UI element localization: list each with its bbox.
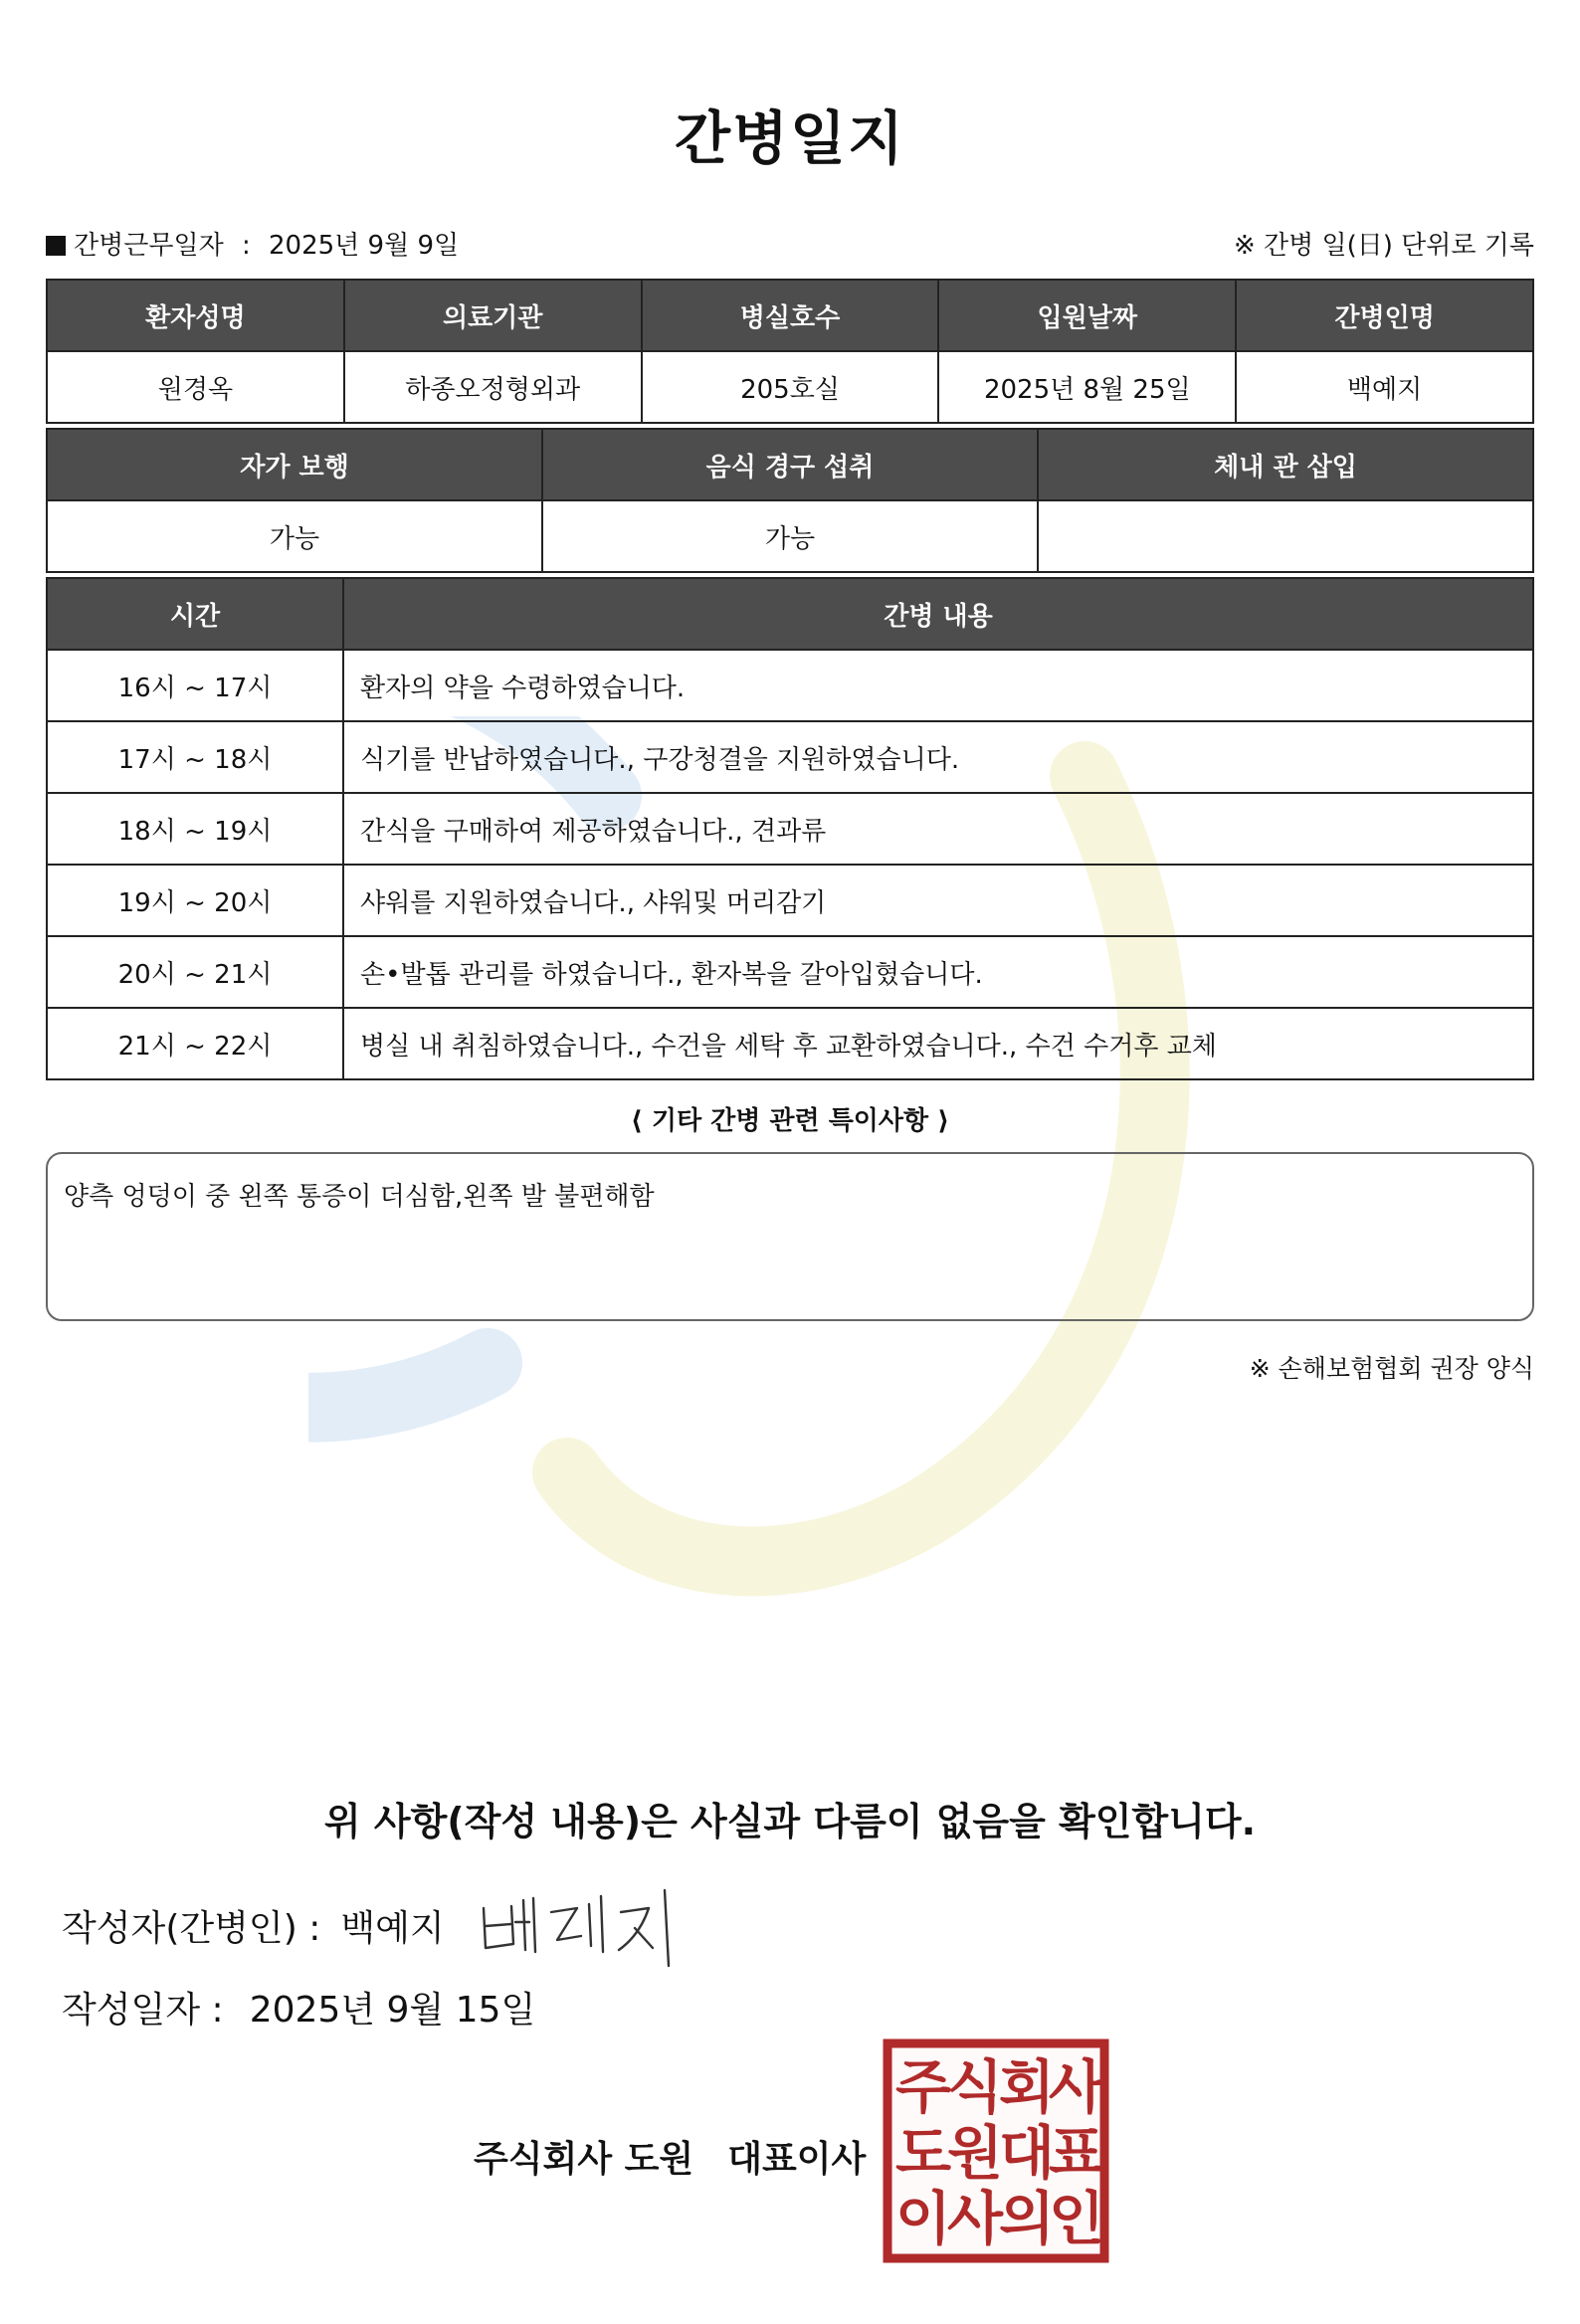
svg-text:주: 주 [894, 2053, 952, 2121]
svg-text:대: 대 [998, 2119, 1056, 2187]
work-date-label: 간병근무일자 [74, 231, 224, 261]
row-time: 17시 ~ 18시 [47, 721, 343, 793]
remarks-text: 양측 엉덩이 중 왼쪽 통증이 더심함,왼쪽 발 불편해함 [46, 1152, 1534, 1321]
row-content: 병실 내 취침하였습니다., 수건을 세탁 후 교환하였습니다., 수건 수거후 교체 [343, 1008, 1533, 1079]
row-content: 식기를 반납하였습니다., 구강청결을 지원하였습니다. [343, 721, 1533, 793]
patient-status-table [46, 428, 1534, 573]
svg-text:원: 원 [946, 2119, 1004, 2187]
table-row [47, 721, 1533, 793]
svg-text:회: 회 [998, 2053, 1056, 2121]
company-line [474, 2131, 866, 2182]
row-content: 손•발톱 관리를 하였습니다., 환자복을 갈아입혔습니다. [343, 936, 1533, 1008]
table-row [47, 936, 1533, 1008]
row-content: 샤워를 지원하였습니다., 샤워및 머리감기 [343, 865, 1533, 936]
table-row [47, 650, 1533, 721]
form-footnote: ※ 손해보험협회 권장 양식 [1249, 1354, 1534, 1383]
write-date-label: 작성일자 : [62, 1990, 224, 2031]
write-date-line [62, 1982, 535, 2033]
writer-label: 작성자(간병인) : [62, 1908, 321, 1949]
walking-status: 가능 [47, 500, 542, 572]
company-seal [882, 2037, 1110, 2264]
remarks-title: ⟨ 기타 간병 관련 특이사항 ⟩ [630, 1106, 950, 1136]
admission-date: 2025년 8월 25일 [938, 351, 1236, 423]
table-row [47, 865, 1533, 936]
confirmation-statement: 위 사항(작성 내용)은 사실과 다름이 없음을 확인합니다. [323, 1800, 1257, 1843]
svg-text:의: 의 [998, 2185, 1056, 2252]
header-room: 병실호수 [642, 280, 939, 351]
room-number: 205호실 [642, 351, 939, 423]
header-oral-intake: 음식 경구 섭취 [542, 429, 1038, 500]
header-admission-date: 입원날짜 [938, 280, 1236, 351]
row-content: 간식을 구매하여 제공하였습니다., 견과류 [343, 793, 1533, 865]
svg-text:표: 표 [1048, 2119, 1105, 2187]
writer-line [62, 1900, 445, 1951]
header-patient-name: 환자성명 [47, 280, 344, 351]
row-time: 16시 ~ 17시 [47, 650, 343, 721]
row-content: 환자의 약을 수령하였습니다. [343, 650, 1533, 721]
svg-text:사: 사 [946, 2185, 1004, 2252]
caregiver-name: 백예지 [1236, 351, 1533, 423]
hospital: 하종오정형외과 [344, 351, 642, 423]
work-date-separator: : [241, 231, 251, 261]
patient-info-table [46, 279, 1534, 424]
svg-text:도: 도 [894, 2119, 952, 2187]
writer-name: 백예지 [340, 1908, 445, 1949]
svg-text:사: 사 [1048, 2053, 1105, 2121]
row-time: 19시 ~ 20시 [47, 865, 343, 936]
svg-text:이: 이 [894, 2185, 952, 2252]
header-time: 시간 [47, 578, 343, 650]
header-walking: 자가 보행 [47, 429, 542, 500]
row-time: 20시 ~ 21시 [47, 936, 343, 1008]
write-date-value: 2025년 9월 15일 [249, 1990, 536, 2031]
unit-note: ※ 간병 일(日) 단위로 기록 [1233, 231, 1534, 261]
oral-intake-status: 가능 [542, 500, 1038, 572]
meta-row [46, 225, 1534, 265]
company-name: 주식회사 도원 [474, 2139, 694, 2180]
document-title: 간병일지 [674, 104, 906, 172]
tube-status [1038, 500, 1533, 572]
header-hospital: 의료기관 [344, 280, 642, 351]
row-time: 18시 ~ 19시 [47, 793, 343, 865]
header-tube: 체내 관 삽입 [1038, 429, 1533, 500]
patient-name: 원경옥 [47, 351, 344, 423]
row-time: 21시 ~ 22시 [47, 1008, 343, 1079]
care-log-table [46, 577, 1534, 1080]
table-row [47, 793, 1533, 865]
header-care-content: 간병 내용 [343, 578, 1533, 650]
ceo-label: 대표이사 [727, 2139, 867, 2180]
square-bullet-icon [46, 236, 66, 256]
header-caregiver: 간병인명 [1236, 280, 1533, 351]
work-date [46, 225, 459, 262]
handwritten-signature [474, 1878, 683, 1968]
svg-text:식: 식 [946, 2053, 1004, 2121]
work-date-value: 2025년 9월 9일 [269, 231, 460, 261]
svg-text:인: 인 [1048, 2185, 1105, 2252]
table-row [47, 1008, 1533, 1079]
